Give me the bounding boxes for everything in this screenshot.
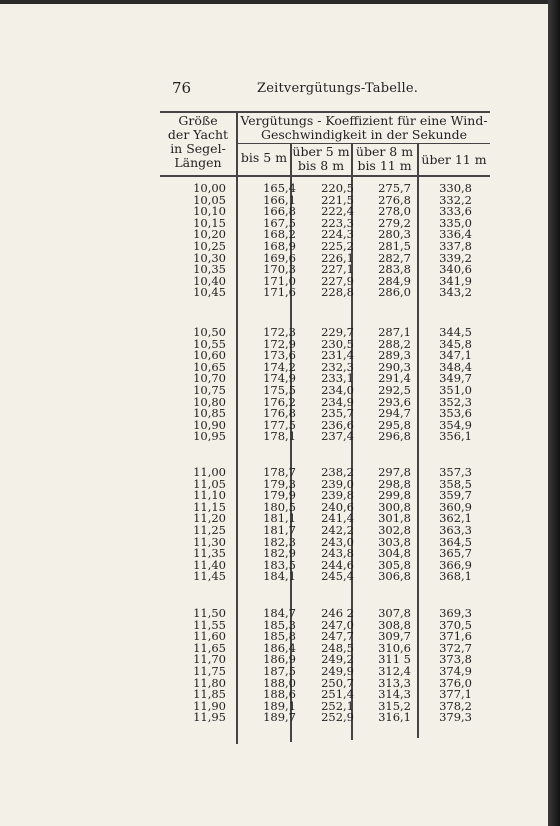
cell-bis-5m: 181,1	[263, 511, 296, 526]
cell-8-11m: 315,2	[378, 698, 411, 713]
cell-bis-5m: 179,9	[263, 488, 296, 503]
cell-8-11m: 310,6	[378, 640, 411, 655]
cell-uber-11m: 336,4	[439, 227, 472, 242]
cell-length: 10,25	[193, 239, 226, 253]
cell-length: 10,35	[193, 262, 226, 277]
cell-length: 10,55	[193, 336, 226, 351]
cell-bis-5m: 170,3	[263, 262, 296, 277]
cell-length: 11,40	[193, 557, 226, 572]
cell-uber-11m: 373,8	[439, 652, 472, 667]
table-row	[160, 286, 490, 298]
cell-uber-11m: 377,1	[439, 687, 472, 702]
cell-8-11m: 302,8	[378, 523, 411, 537]
cell-uber-11m: 345,8	[439, 336, 472, 351]
cell-length: 11,90	[193, 698, 226, 713]
cell-5-8m: 236,6	[321, 417, 354, 432]
cell-bis-5m: 174,9	[263, 371, 296, 386]
table-row	[160, 711, 490, 723]
cell-length: 11,70	[193, 652, 226, 667]
subheader-bis-5m: bis 5 m	[240, 150, 288, 165]
cell-uber-11m: 362,1	[439, 511, 472, 526]
cell-uber-11m: 356,1	[439, 429, 472, 444]
cell-bis-5m: 175,5	[263, 383, 296, 397]
cell-length: 11,20	[193, 511, 226, 526]
cell-5-8m: 247,7	[321, 629, 354, 644]
cell-bis-5m: 172,3	[263, 325, 296, 339]
cell-length: 11,30	[193, 534, 226, 549]
cell-uber-11m: 335,0	[439, 215, 472, 230]
cell-5-8m: 226,1	[321, 250, 354, 265]
cell-uber-11m: 330,8	[439, 181, 472, 195]
cell-bis-5m: 169,6	[263, 250, 296, 265]
running-title: Zeitvergütungs-Tabelle.	[257, 81, 419, 96]
cell-uber-11m: 344,5	[439, 325, 472, 339]
cell-length: 10,00	[193, 181, 226, 195]
cell-5-8m: 230,5	[321, 336, 354, 351]
cell-8-11m: 291,4	[378, 371, 411, 386]
cell-uber-11m: 333,6	[439, 204, 472, 219]
cell-8-11m: 304,8	[378, 546, 411, 561]
cell-5-8m: 223,3	[321, 215, 354, 230]
cell-8-11m: 288,2	[378, 336, 411, 351]
cell-8-11m: 306,8	[378, 569, 411, 584]
cell-length: 10,90	[193, 417, 226, 432]
cell-bis-5m: 188,0	[263, 675, 296, 690]
cell-bis-5m: 179,3	[263, 476, 296, 491]
cell-uber-11m: 354,9	[439, 417, 472, 432]
cell-8-11m: 298,8	[378, 476, 411, 491]
book-page	[0, 4, 548, 826]
cell-8-11m: 312,4	[378, 664, 411, 678]
cell-uber-11m: 352,3	[439, 394, 472, 409]
cell-bis-5m: 182,9	[263, 546, 296, 561]
cell-length: 10,85	[193, 406, 226, 421]
cell-5-8m: 232,3	[321, 359, 354, 374]
cell-bis-5m: 188,6	[263, 687, 296, 702]
cell-8-11m: 293,6	[378, 394, 411, 409]
cell-5-8m: 237,4	[321, 429, 354, 444]
cell-8-11m: 308,8	[378, 617, 411, 632]
cell-uber-11m: 378,2	[439, 698, 472, 713]
cell-5-8m: 229,7	[321, 325, 354, 339]
cell-8-11m: 276,8	[378, 192, 411, 207]
cell-8-11m: 305,8	[378, 557, 411, 572]
cell-bis-5m: 181,7	[263, 523, 296, 537]
cell-uber-11m: 332,2	[439, 192, 472, 207]
cell-uber-11m: 360,9	[439, 499, 472, 514]
cell-uber-11m: 357,3	[439, 465, 472, 479]
cell-5-8m: 251,4	[321, 687, 354, 702]
cell-bis-5m: 184,7	[263, 606, 296, 620]
cell-uber-11m: 340,6	[439, 262, 472, 277]
cell-uber-11m: 363,3	[439, 523, 472, 537]
cell-8-11m: 299,8	[378, 488, 411, 503]
cell-bis-5m: 165,4	[263, 181, 296, 195]
cell-length: 11,80	[193, 675, 226, 690]
cell-8-11m: 296,8	[378, 429, 411, 444]
cell-5-8m: 238,2	[321, 465, 354, 479]
cell-8-11m: 292,5	[378, 383, 411, 397]
subheader-uber-11m: über 11 m	[421, 152, 487, 167]
cell-5-8m: 239,8	[321, 488, 354, 503]
cell-length: 11,10	[193, 488, 226, 503]
cell-8-11m: 311 5	[378, 652, 411, 667]
cell-8-11m: 284,9	[378, 273, 411, 288]
cell-uber-11m: 353,6	[439, 406, 472, 421]
cell-length: 10,40	[193, 273, 226, 288]
cell-8-11m: 303,8	[378, 534, 411, 549]
cell-bis-5m: 168,2	[263, 227, 296, 242]
cell-length: 10,10	[193, 204, 226, 219]
cell-uber-11m: 374,9	[439, 664, 472, 678]
cell-8-11m: 278,0	[378, 204, 411, 219]
cell-5-8m: 222,4	[321, 204, 354, 219]
cell-uber-11m: 365,7	[439, 546, 472, 561]
cell-uber-11m: 358,5	[439, 476, 472, 491]
cell-length: 11,15	[193, 499, 226, 514]
cell-length: 11,05	[193, 476, 226, 491]
cell-5-8m: 243,0	[321, 534, 354, 549]
cell-8-11m: 275,7	[378, 181, 411, 195]
cell-uber-11m: 370,5	[439, 617, 472, 632]
cell-8-11m: 309,7	[378, 629, 411, 644]
cell-5-8m: 227,9	[321, 273, 354, 288]
cell-bis-5m: 185,8	[263, 629, 296, 644]
cell-length: 10,70	[193, 371, 226, 386]
subheader-5-8m: über 5 m bis 8 m	[292, 144, 350, 173]
cell-5-8m: 221,5	[321, 192, 354, 207]
cell-5-8m: 240,6	[321, 499, 354, 514]
cell-bis-5m: 189,7	[263, 710, 296, 725]
cell-bis-5m: 171,0	[263, 273, 296, 288]
cell-bis-5m: 166,8	[263, 204, 296, 219]
cell-uber-11m: 349,7	[439, 371, 472, 386]
cell-length: 10,50	[193, 325, 226, 339]
cell-5-8m: 235,7	[321, 406, 354, 421]
table-row	[160, 430, 490, 442]
cell-length: 11,45	[193, 569, 226, 584]
page-edge	[548, 0, 560, 826]
cell-bis-5m: 176,2	[263, 394, 296, 409]
cell-length: 11,65	[193, 640, 226, 655]
cell-length: 10,75	[193, 383, 226, 397]
cell-length: 10,05	[193, 192, 226, 207]
cell-5-8m: 224,3	[321, 227, 354, 242]
cell-5-8m: 249,9	[321, 664, 354, 678]
cell-8-11m: 307,8	[378, 606, 411, 620]
cell-uber-11m: 337,8	[439, 239, 472, 253]
cell-5-8m: 243,8	[321, 546, 354, 561]
cell-5-8m: 239,0	[321, 476, 354, 491]
cell-bis-5m: 186,4	[263, 640, 296, 655]
cell-length: 10,95	[193, 429, 226, 444]
cell-bis-5m: 171,6	[263, 285, 296, 300]
cell-length: 10,15	[193, 215, 226, 230]
cell-bis-5m: 184,1	[263, 569, 296, 584]
subheader-8-11m: über 8 m bis 11 m	[355, 144, 414, 173]
cell-uber-11m: 364,5	[439, 534, 472, 549]
cell-uber-11m: 369,3	[439, 606, 472, 620]
cell-8-11m: 297,8	[378, 465, 411, 479]
cell-length: 11,35	[193, 546, 226, 561]
cell-5-8m: 228,8	[321, 285, 354, 300]
cell-bis-5m: 187,5	[263, 664, 296, 678]
cell-bis-5m: 183,5	[263, 557, 296, 572]
cell-5-8m: 234,0	[321, 383, 354, 397]
cell-uber-11m: 343,2	[439, 285, 472, 300]
cell-8-11m: 313,3	[378, 675, 411, 690]
cell-length: 11,00	[193, 465, 226, 479]
cell-8-11m: 294,7	[378, 406, 411, 421]
cell-length: 10,60	[193, 348, 226, 363]
cell-5-8m: 233,1	[321, 371, 354, 386]
cell-uber-11m: 376,0	[439, 675, 472, 690]
page-number: 76	[172, 79, 192, 97]
cell-5-8m: 231,4	[321, 348, 354, 363]
cell-5-8m: 246 2	[321, 606, 354, 620]
cell-length: 10,80	[193, 394, 226, 409]
cell-8-11m: 280,3	[378, 227, 411, 242]
cell-uber-11m: 379,3	[439, 710, 472, 725]
cell-8-11m: 279,2	[378, 215, 411, 230]
cell-8-11m: 282,7	[378, 250, 411, 265]
cell-8-11m: 287,1	[378, 325, 411, 339]
cell-bis-5m: 182,3	[263, 534, 296, 549]
cell-5-8m: 242,2	[321, 523, 354, 537]
cell-length: 11,95	[193, 710, 226, 725]
cell-length: 11,85	[193, 687, 226, 702]
cell-5-8m: 252,1	[321, 698, 354, 713]
cell-5-8m: 245,4	[321, 569, 354, 584]
cell-uber-11m: 339,2	[439, 250, 472, 265]
cell-5-8m: 249,2	[321, 652, 354, 667]
cell-uber-11m: 366,9	[439, 557, 472, 572]
cell-5-8m: 225,2	[321, 239, 354, 253]
cell-5-8m: 234,9	[321, 394, 354, 409]
cell-8-11m: 289,3	[378, 348, 411, 363]
cell-bis-5m: 173,6	[263, 348, 296, 363]
cell-uber-11m: 348,4	[439, 359, 472, 374]
cell-8-11m: 281,5	[378, 239, 411, 253]
cell-length: 11,50	[193, 606, 226, 620]
cell-length: 10,45	[193, 285, 226, 300]
cell-uber-11m: 359,7	[439, 488, 472, 503]
table-row	[160, 570, 490, 582]
cell-uber-11m: 371,6	[439, 629, 472, 644]
cell-length: 11,25	[193, 523, 226, 537]
cell-5-8m: 250,7	[321, 675, 354, 690]
cell-bis-5m: 167,5	[263, 215, 296, 230]
cell-bis-5m: 176,8	[263, 406, 296, 421]
cell-length: 10,65	[193, 359, 226, 374]
cell-length: 10,30	[193, 250, 226, 265]
cell-5-8m: 244,6	[321, 557, 354, 572]
table-header-bottom-rule	[160, 175, 490, 177]
cell-5-8m: 220,5	[321, 181, 354, 195]
cell-uber-11m: 341,9	[439, 273, 472, 288]
cell-8-11m: 290,3	[378, 359, 411, 374]
cell-bis-5m: 177,5	[263, 417, 296, 432]
cell-bis-5m: 178,7	[263, 465, 296, 479]
cell-8-11m: 316,1	[378, 710, 411, 725]
cell-8-11m: 283,8	[378, 262, 411, 277]
cell-length: 11,75	[193, 664, 226, 678]
cell-bis-5m: 189,1	[263, 698, 296, 713]
cell-5-8m: 252,9	[321, 710, 354, 725]
cell-5-8m: 247,0	[321, 617, 354, 632]
cell-bis-5m: 186,9	[263, 652, 296, 667]
cell-bis-5m: 168,9	[263, 239, 296, 253]
group-header: Vergütungs - Koeffizient für eine Wind- Geschwindigkeit in der Sekunde	[240, 113, 488, 142]
cell-bis-5m: 174,2	[263, 359, 296, 374]
cell-uber-11m: 372,7	[439, 640, 472, 655]
cell-bis-5m: 172,9	[263, 336, 296, 351]
cell-bis-5m: 180,5	[263, 499, 296, 514]
cell-8-11m: 295,8	[378, 417, 411, 432]
cell-uber-11m: 347,1	[439, 348, 472, 363]
cell-8-11m: 314,3	[378, 687, 411, 702]
cell-5-8m: 227,1	[321, 262, 354, 277]
cell-8-11m: 301,8	[378, 511, 411, 526]
cell-8-11m: 286,0	[378, 285, 411, 300]
col0-header: Größe der Yacht in Segel- Längen	[167, 113, 229, 170]
cell-length: 11,60	[193, 629, 226, 644]
cell-uber-11m: 368,1	[439, 569, 472, 584]
cell-bis-5m: 178,1	[263, 429, 296, 444]
cell-uber-11m: 351,0	[439, 383, 472, 397]
cell-8-11m: 300,8	[378, 499, 411, 514]
cell-length: 10,20	[193, 227, 226, 242]
cell-length: 11,55	[193, 617, 226, 632]
cell-5-8m: 248,5	[321, 640, 354, 655]
cell-bis-5m: 166,1	[263, 192, 296, 207]
cell-bis-5m: 185,3	[263, 617, 296, 632]
cell-5-8m: 241,4	[321, 511, 354, 526]
